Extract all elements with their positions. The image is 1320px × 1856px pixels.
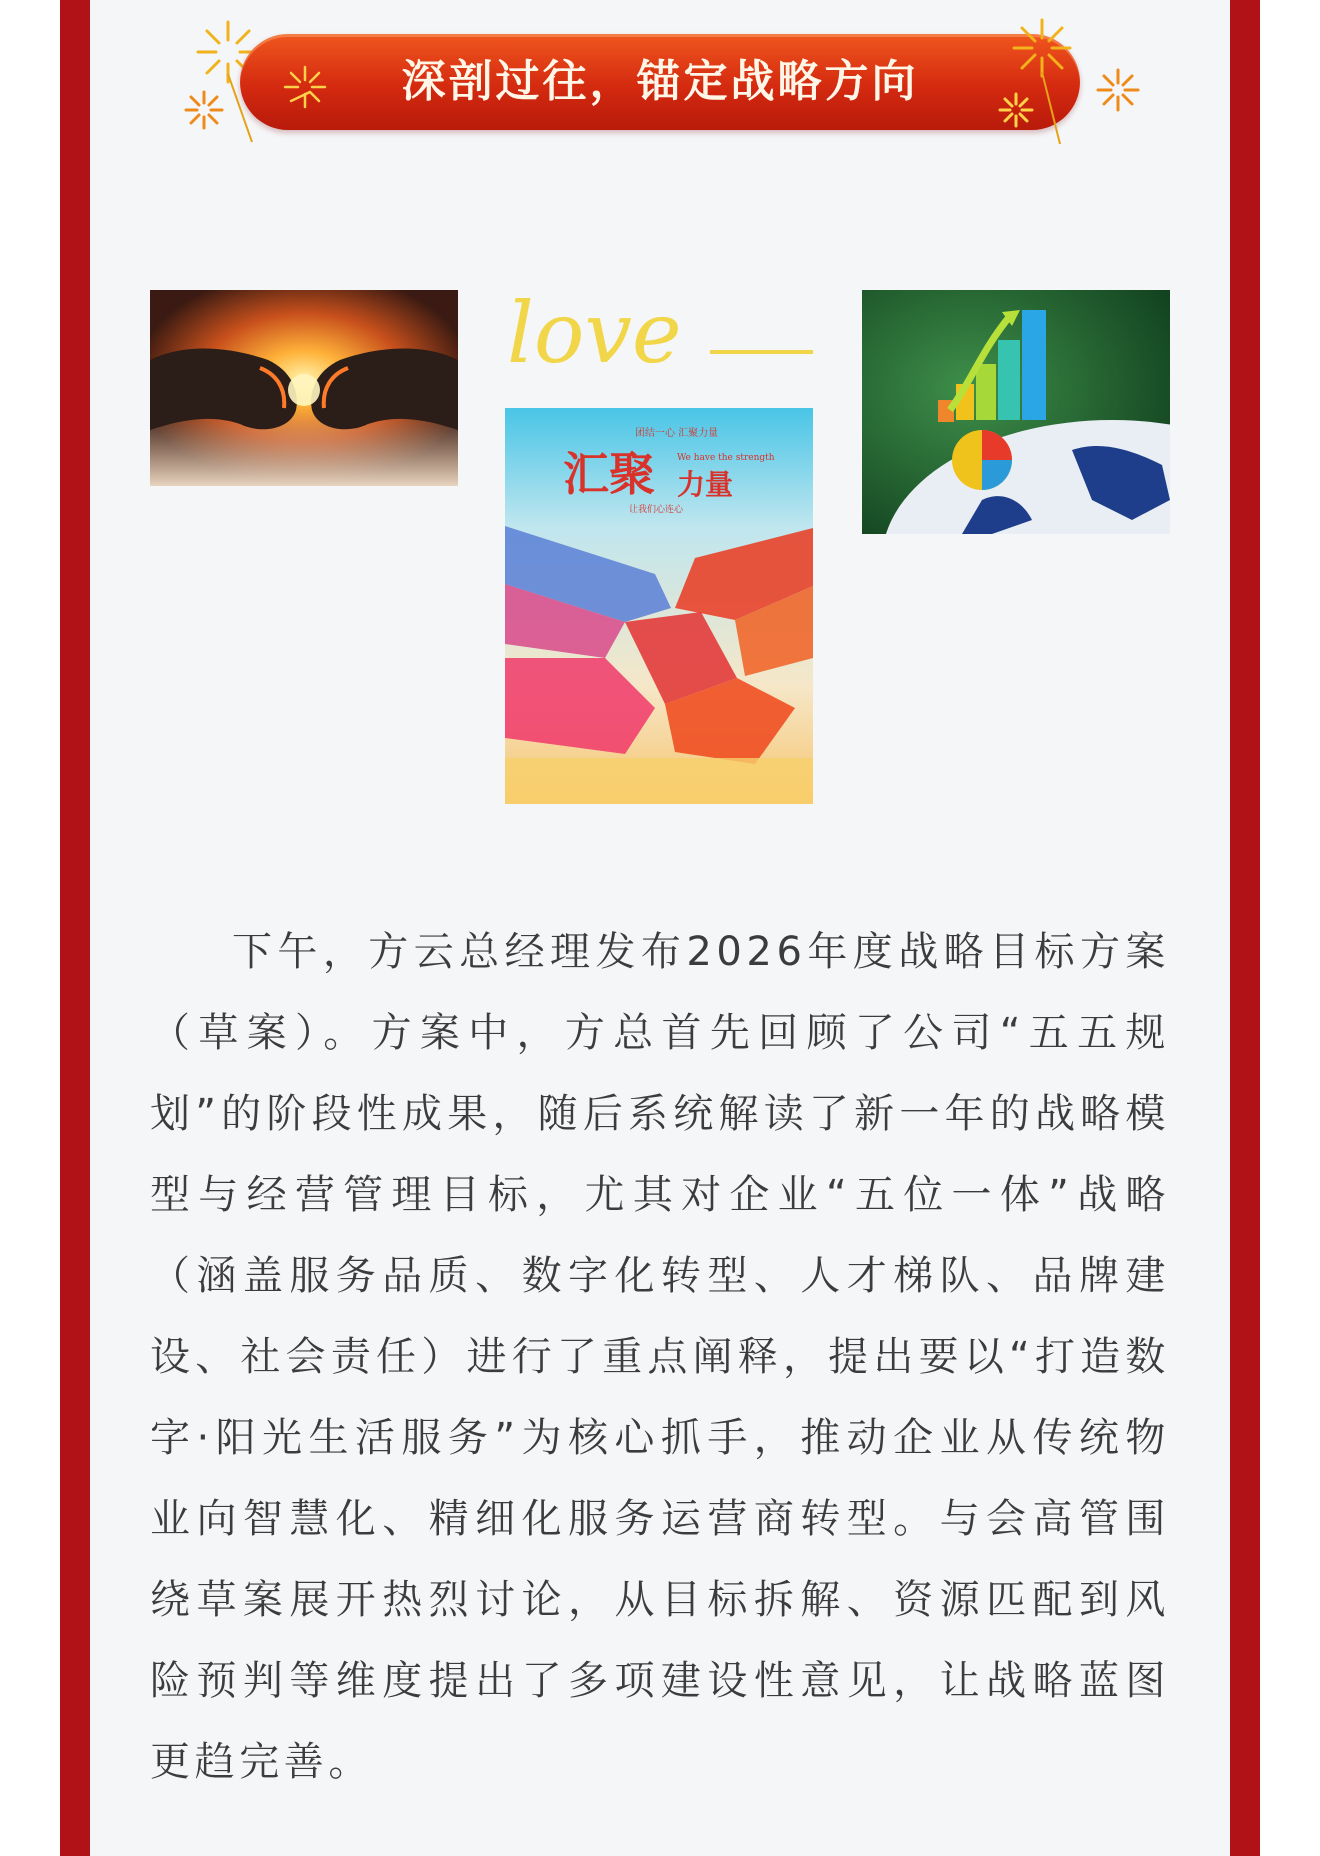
firework-icon bbox=[980, 14, 1140, 149]
unity-poster-image bbox=[505, 408, 813, 804]
firework-icon bbox=[280, 62, 330, 112]
section-title-banner bbox=[240, 34, 1080, 130]
fist-bump-image bbox=[150, 290, 458, 486]
poster-title-sub: 力量 bbox=[677, 468, 734, 501]
love-script: love bbox=[507, 284, 682, 382]
poster-tagline: 团结一心 汇聚力量 bbox=[635, 428, 719, 439]
article-paragraph: 下午，方云总经理发布2026年度战略目标方案（草案）。方案中，方总首先回顾了公司“五五规划”的阶段性成果，随后系统解读了新一年的战略模型与经营管理目标，尤其对企业“五位一体”战略（涵盖服务品质、数字化转型、人才梯队、品牌建设、社会责任）进行了重点阐释，提出要以“打造数字·阳光生活服务”为核心抓手，推动企业从传统物业向智慧化、精细化服务运营商转型。与会高管围绕草案展开热烈讨论，从目标拆解、资源匹配到风险预判等维度提出了多项建设性意见，让战略蓝图更趋完善。 bbox=[150, 929, 1170, 1785]
section-title: 深剖过往，锚定战略方向 bbox=[401, 56, 919, 107]
growth-chart-image bbox=[862, 290, 1170, 534]
poster-caption: 让我们心连心 bbox=[629, 505, 684, 515]
poster-english: We have the strength bbox=[677, 453, 775, 463]
section-header bbox=[180, 14, 1140, 154]
love-decoration bbox=[505, 282, 815, 382]
poster-title-main: 汇聚 bbox=[563, 447, 655, 501]
